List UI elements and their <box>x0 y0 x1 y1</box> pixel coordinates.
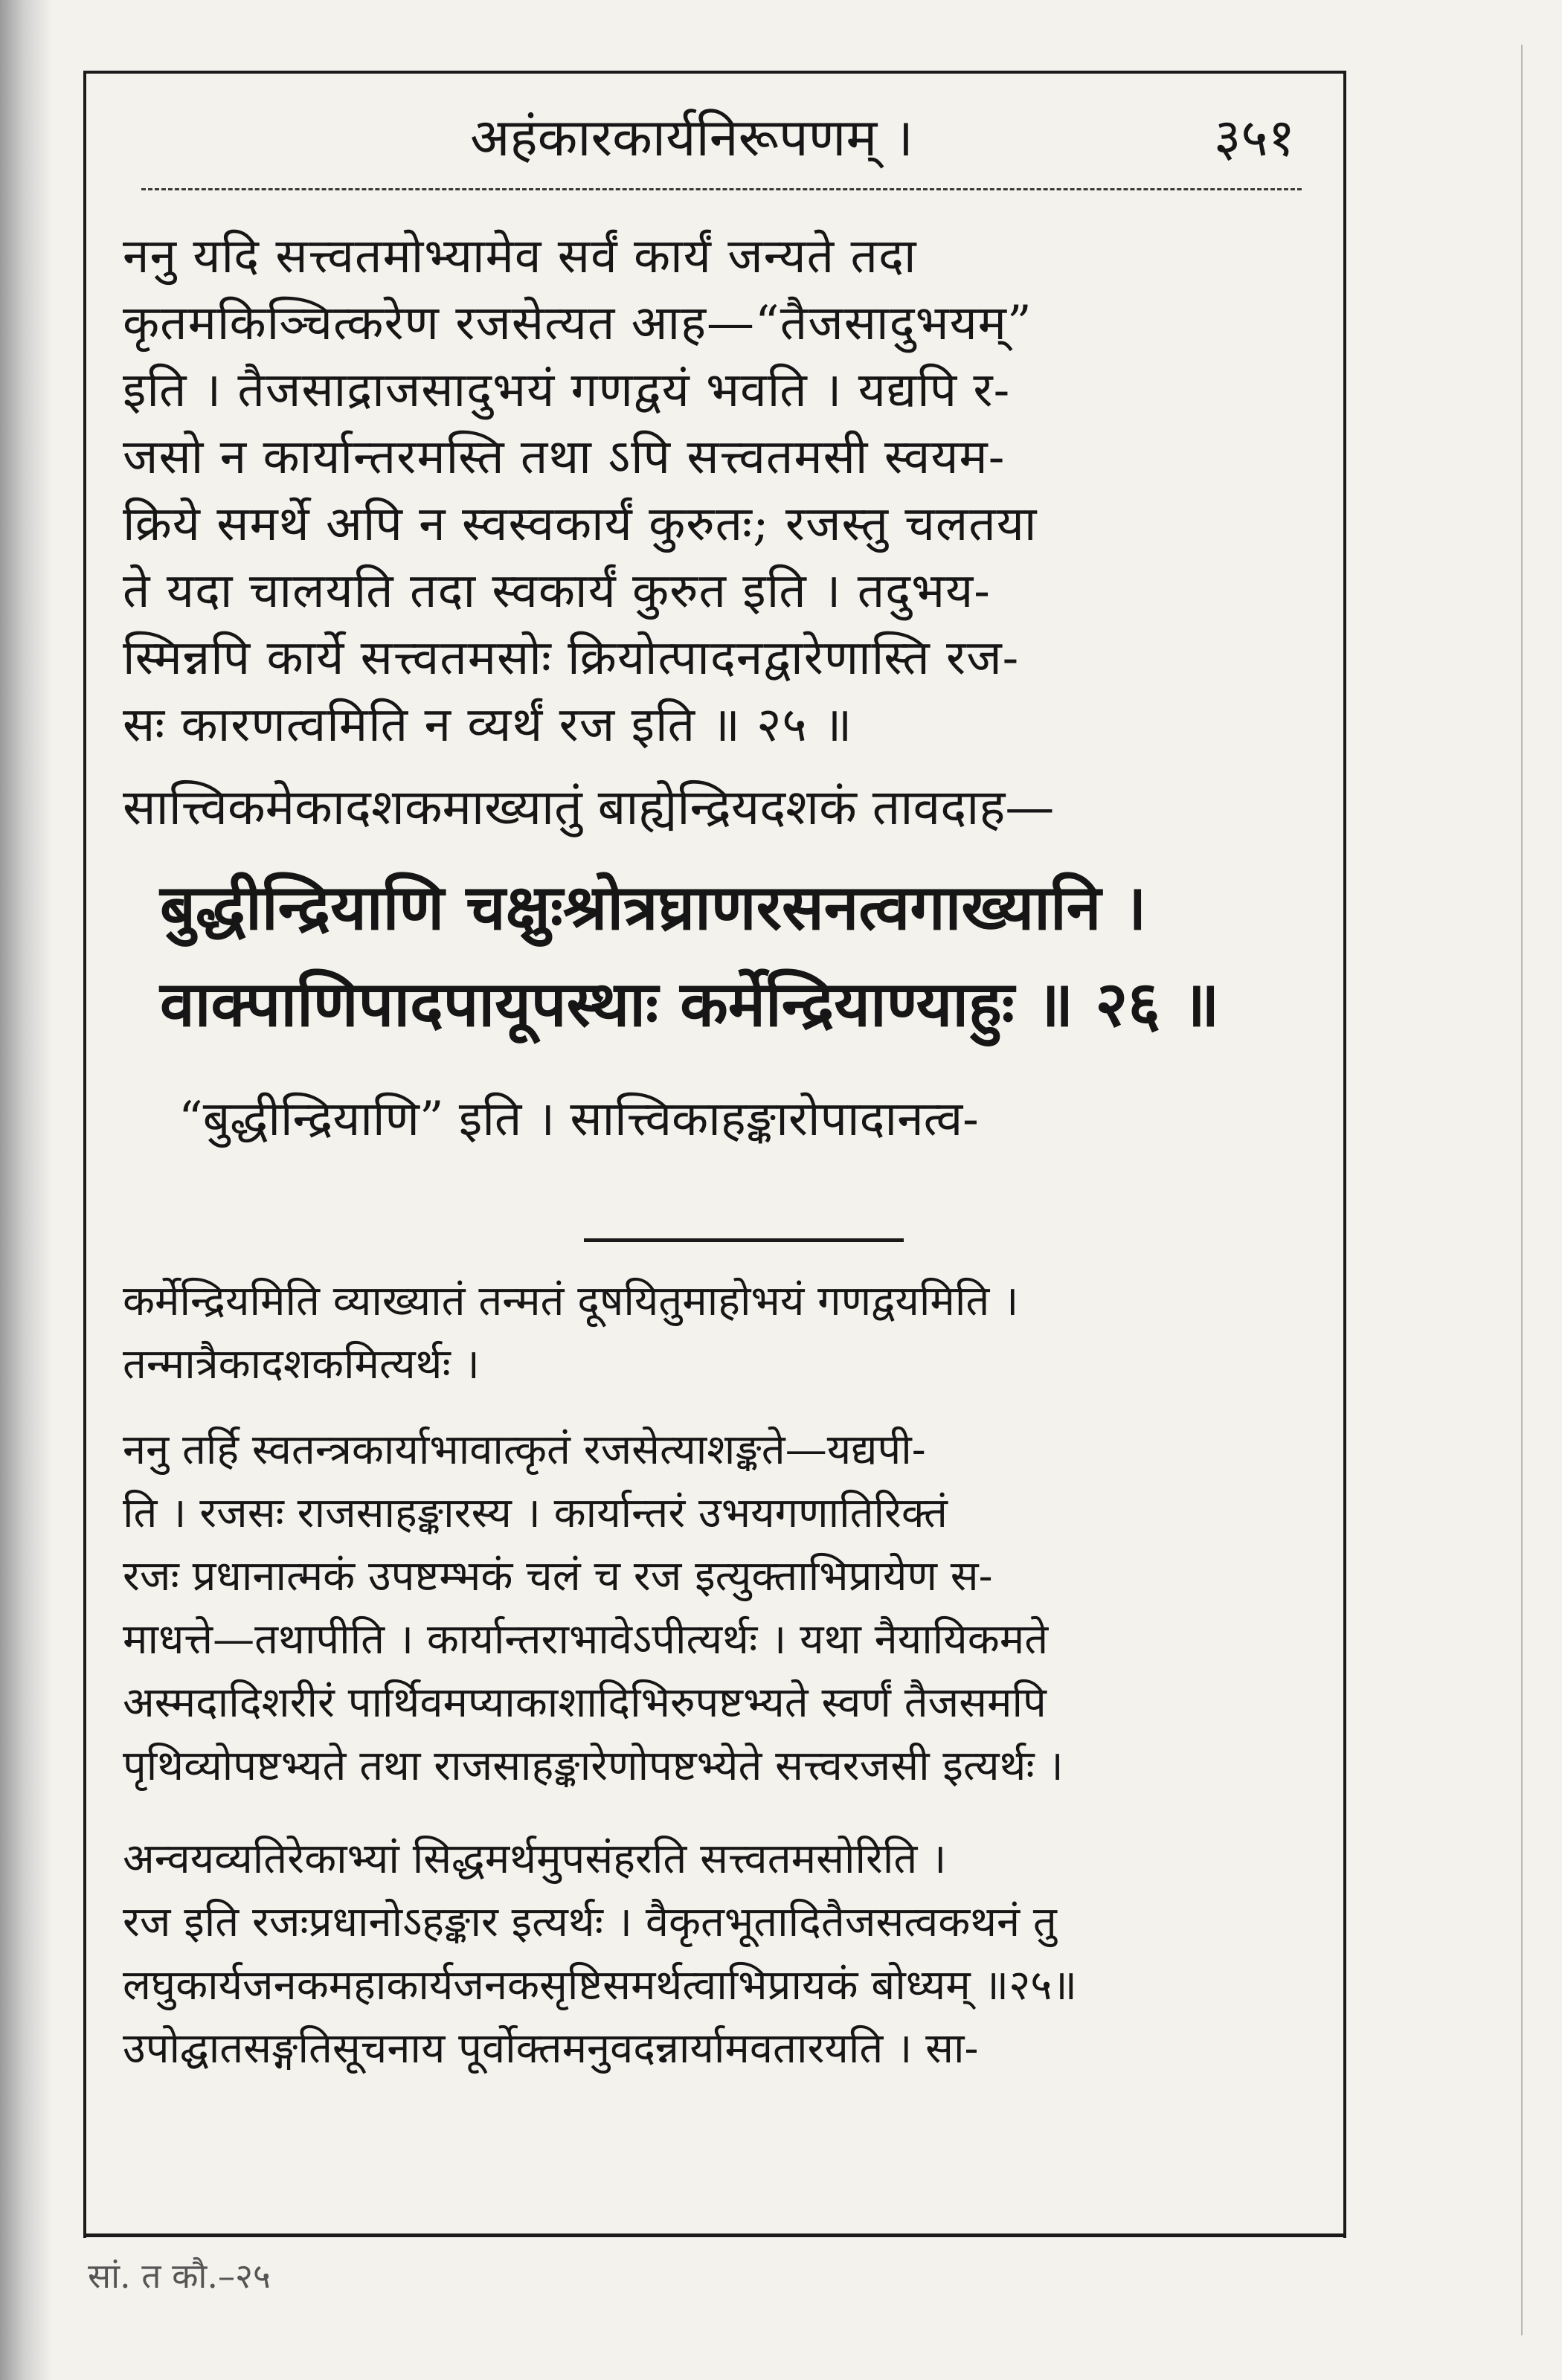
page-frame-bottom-rule <box>83 2233 1346 2237</box>
footnote-separator <box>584 1238 904 1242</box>
page-header <box>83 100 1343 175</box>
commentary-line: ननु यदि सत्त्वतमोभ्यामेव सर्वं कार्यं जन्यते तदा <box>123 229 917 284</box>
footnote-line: उपोद्घातसङ्गतिसूचनाय पूर्वोक्तमनुवदन्नार्यामवतारयति । सा- <box>123 2024 979 2073</box>
commentary-line: जसो न कार्यान्तरमस्ति तथा ऽपि सत्त्वतमसी स्वयम- <box>123 430 1006 485</box>
page-number: ३५१ <box>1214 107 1296 168</box>
binding-shadow <box>0 0 52 2380</box>
commentary-line: क्रिये समर्थे अपि न स्वस्वकार्यं कुरुतः; रजस्तु चलतया <box>123 497 1038 552</box>
footnote-line: रज इति रजःप्रधानोऽहङ्कार इत्यर्थः । वैकृतभूतादितैजसत्वकथनं तु <box>123 1898 1057 1946</box>
footnote-line: ननु तर्हि स्वतन्त्रकार्याभावात्कृतं रजसेत्याशङ्कते—यद्यपी- <box>123 1426 926 1474</box>
page-edge-line <box>1521 45 1523 2335</box>
verse-line: वाक्पाणिपादपायूपस्थाः कर्मेन्द्रियाण्याहुः ॥ २६ ॥ <box>160 967 1220 1041</box>
commentary-lead: “बुद्धीन्द्रियाणि” इति । सात्त्विकाहङ्कारोपादानत्व- <box>179 1092 979 1147</box>
footnote-line: अन्वयव्यतिरेकाभ्यां सिद्धमर्थमुपसंहरति सत्त्वतमसोरिति । <box>123 1835 947 1883</box>
commentary-line: ते यदा चालयति तदा स्वकार्यं कुरुत इति । तदुभय- <box>123 564 991 619</box>
commentary-line: स्मिन्नपि कार्ये सत्त्वतमसोः क्रियोत्पादनद्वारेणास्ति रज- <box>123 631 1020 686</box>
footnote-line: रजः प्रधानात्मकं उपष्टम्भकं चलं च रज इत्युक्ताभिप्रायेण स- <box>123 1552 993 1601</box>
signature-mark: सां. त कौ.–२५ <box>88 2256 271 2296</box>
footnote-line: माधत्ते—तथापीति । कार्यान्तराभावेऽपीत्यर्थः । यथा नैयायिकमते <box>123 1615 1049 1664</box>
running-title: अहंकारकार्यनिरूपणम् । <box>470 107 914 168</box>
footnote-line: लघुकार्यजनकमहाकार्यजनकसृष्टिसमर्थत्वाभिप्रायकं बोध्यम् ॥२५॥ <box>123 1961 1077 2010</box>
footnote-line: ति । रजसः राजसाहङ्कारस्य । कार्यान्तरं उभयगणातिरिक्तं <box>123 1489 948 1537</box>
commentary-line: सः कारणत्वमिति न व्यर्थं रज इति ॥ २५ ॥ <box>123 698 853 753</box>
header-rule <box>141 188 1302 195</box>
footnote-line: अस्मदादिशरीरं पार्थिवमप्याकाशादिभिरुपष्टभ्यते स्वर्णं तैजसमपि <box>123 1679 1047 1727</box>
footnote-line: पृथिव्योपष्टभ्यते तथा राजसाहङ्कारेणोपष्टभ्येते सत्त्वरजसी इत्यर्थः । <box>123 1742 1064 1790</box>
footnote-line: कर्मेन्द्रियमिति व्याख्यातं तन्मतं दूषयितुमाहोभयं गणद्वयमिति । <box>123 1277 1019 1325</box>
verse-intro: सात्त्विकमेकादशकमाख्यातुं बाह्येन्द्रियदशकं तावदाह— <box>123 779 1055 836</box>
verse-line: बुद्धीन्द्रियाणि चक्षुःश्रोत्रघ्राणरसनत्वगाख्यानि । <box>160 870 1147 944</box>
commentary-line: इति । तैजसाद्राजसादुभयं गणद्वयं भवति । यद्यपि र- <box>123 363 1011 418</box>
commentary-line: कृतमकिञ्चित्करेण रजसेत्यत आह—“तैजसादुभयम्” <box>123 296 1032 351</box>
footnote-line: तन्मात्रैकादशकमित्यर्थः । <box>123 1340 480 1389</box>
